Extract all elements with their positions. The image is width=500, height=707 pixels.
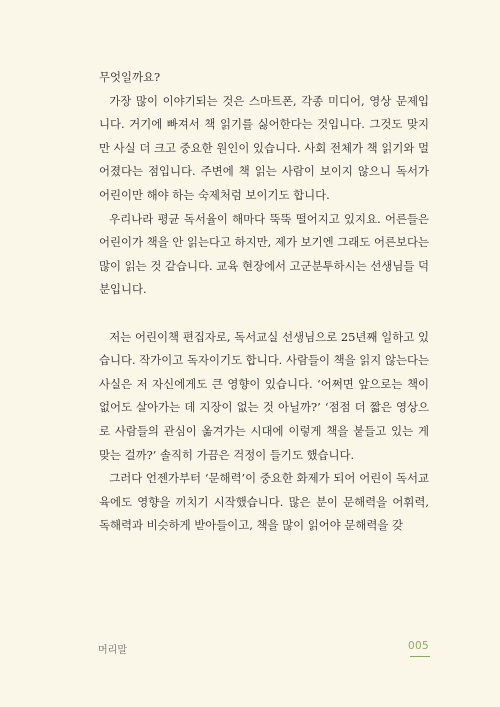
body-text xyxy=(99,66,429,538)
paragraph: 가장 많이 이야기되는 것은 스마트폰, 각종 미디어, 영상 문제입니다. 거기에 빠져서 책 읽기를 싫어한다는 것입니다. 그것도 맞지만 사실 더 크고 중요한 원인이 있습니다. 사회 전체가 책 읽기와 멀어졌다는 점입니다. 주변에 책 읽는 사람이 보이지 않으니 독서가 어린이만 해야 하는 숙제처럼 보이기도 합니다. xyxy=(99,93,429,202)
page-number: 005 xyxy=(408,640,429,652)
paragraph: 그러다 언젠가부터 ‘문해력’이 중요한 화제가 되어 어린이 독서교육에도 영향을 끼치기 시작했습니다. 많은 분이 문해력을 어휘력, 독해력과 비슷하게 받아들이고, 책을 많이 읽어야 문해력을 갖 xyxy=(99,471,429,533)
paragraph: 저는 어린이책 편집자로, 독서교실 선생님으로 25년째 일하고 있습니다. 작가이고 독자이기도 합니다. 사람들이 책을 읽지 않는다는 사실은 저 자신에게도 큰 영향이 있습니다. ‘어쩌면 앞으로는 책이 없어도 살아가는 데 지장이 없는 것 아닐까?’ ‘점점 더 짧은 영상으로 사람들의 관심이 옮겨가는 시대에 이렇게 책을 붙들고 있는 게 맞는 걸까?’ 솔직히 가끔은 걱정이 들기도 했습니다. xyxy=(99,329,429,462)
running-footer-section: 머리말 xyxy=(98,645,127,656)
paragraph: 무엇일까요? xyxy=(99,70,161,84)
page-number-underline xyxy=(410,656,430,657)
paragraph: 우리나라 평균 독서율이 해마다 뚝뚝 떨어지고 있지요. 어른들은 어린이가 책을 안 읽는다고 하지만, 제가 보기엔 그래도 어른보다는 많이 읽는 것 같습니다. 교육 현장에서 고군분투하시는 선생님들 덕분입니다. xyxy=(99,211,429,297)
